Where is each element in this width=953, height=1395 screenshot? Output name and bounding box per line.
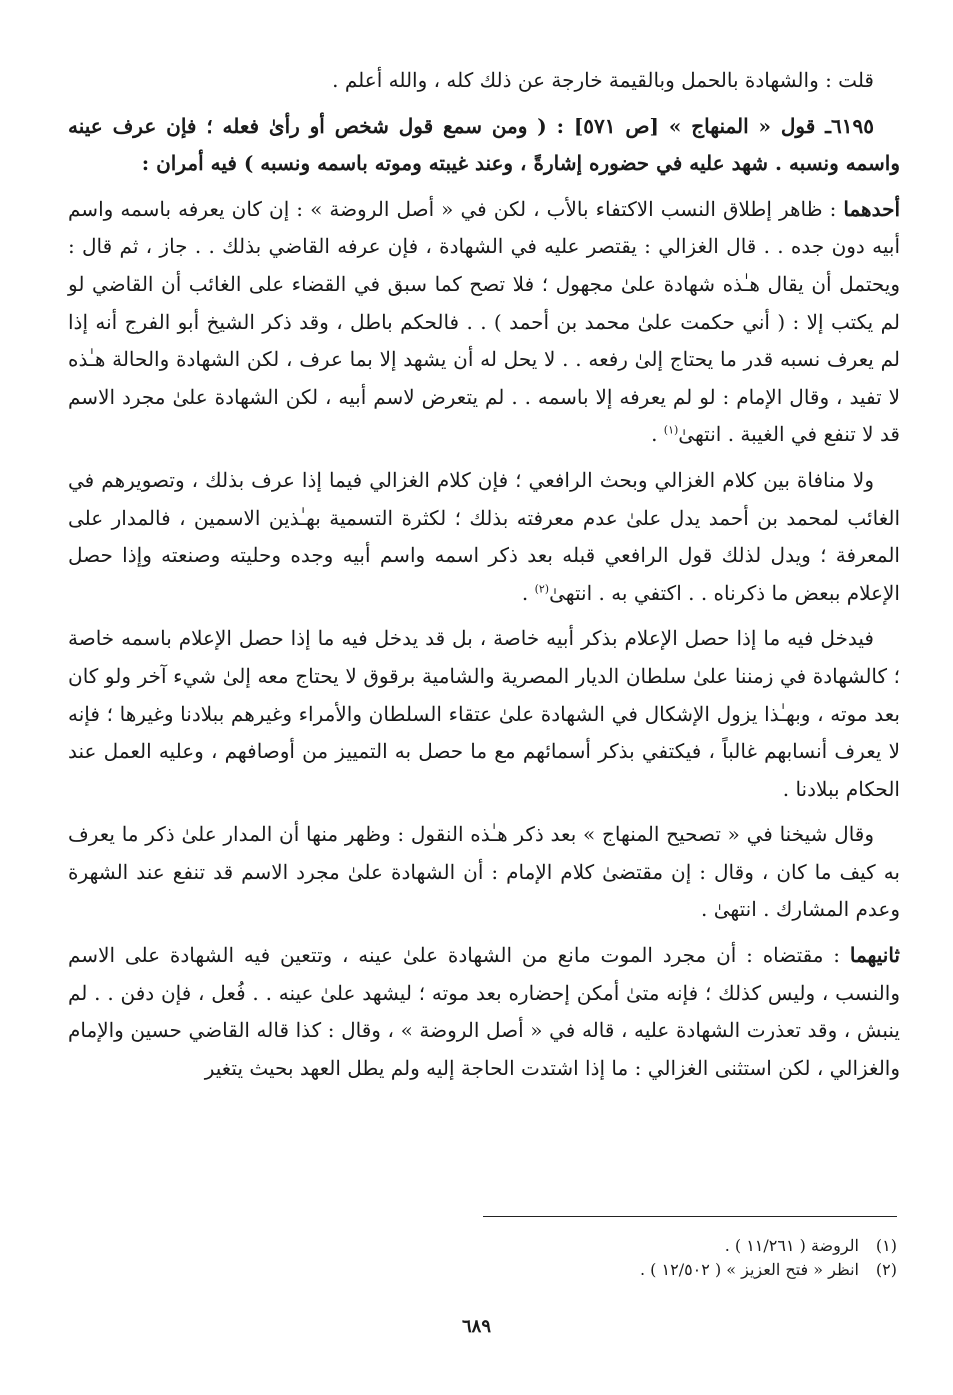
footnote-1-number: (١) — [875, 1236, 897, 1255]
footnote-ref-2[interactable]: (٢) — [534, 582, 550, 596]
footnotes — [477, 1234, 897, 1282]
paragraph-6: وقال شيخنا في « تصحيح المنهاج » بعد ذكر هـٰذه النقول : وظهر منها أن المدار علىٰ ذكر ما يعرف به كيف ما كان ، وقال : إن مقتضىٰ كلام الإمام : أن الشهادة علىٰ مجرد الاسم قد تنفع عند الشهرة وعدم المشارك . انتهىٰ . — [68, 822, 900, 922]
paragraph-1: قلت : والشهادة بالحمل وبالقيمة خارجة عن ذلك كله ، والله أعلم . — [332, 68, 874, 92]
page-number: ٦٨٩ — [461, 1316, 491, 1337]
paragraph-4-text: ولا منافاة بين كلام الغزالي وبحث الرافعي ؛ فإن كلام الغزالي فيما إذا عرف بذلك ، وتصويرهم في الغائب لمحمد بن أحمد يدل علىٰ عدم معرفته بذلك ؛ لكثرة التسمية بهـٰذين الاسمين ، فالمدار على المعرفة ؛ ويدل لذلك قول الرافعي قبله بعد ذكر اسمه واسم أبيه وجده وحليته وصنعته وإذا حصل الإعلام ببعض ما ذكرناه . . اكتفي به . انتهىٰ — [68, 467, 900, 605]
paragraph-2 — [68, 108, 900, 183]
paragraph-7-text: : مقتضاه : أن مجرد الموت مانع من الشهادة علىٰ عينه ، وتتعين فيه الشهادة على الاسم والنسب ، وليس كذلك ؛ فإنه متىٰ أمكن إحضاره بعد موته ؛ ليشهد علىٰ عينه . . فُعل ، فإن دفن . . لم ينبش ، وقد تعذرت الشهادة عليه ، قاله في « أصل الروضة » ، وقال : كذا قاله القاضي حسين والإمام والغزالي ، لكن استثنى الغزالي : ما إذا اشتدت الحاجة إليه ولم يطل العهد بحيث يتغير — [68, 943, 900, 1080]
paragraph-4: ولا منافاة بين كلام الغزالي وبحث الرافعي ؛ فإن كلام الغزالي فيما إذا عرف بذلك ، وتصويرهم في الغائب لمحمد بن أحمد يدل علىٰ عدم معرفته بذلك ؛ لكثرة التسمية بهـٰذين الاسمين ، فالمدار على المعرفة ؛ ويدل لذلك قول الرافعي قبله بعد ذكر اسمه واسم أبيه وجده وحليته وصنعته وإذا حصل الإعلام ببعض ما ذكرناه . . اكتفي به . انتهىٰ$^{(٢)}$ . — [68, 467, 900, 605]
footnote-1 — [477, 1234, 897, 1258]
main-text — [68, 62, 900, 1095]
footnote-divider — [483, 1216, 897, 1217]
first-point-label: أحدهما — [843, 196, 900, 221]
footnote-1-text: الروضة ( ١١/٢٦١ ) . — [724, 1236, 859, 1255]
paragraph-3-text: : ظاهر إطلاق النسب الاكتفاء بالأب ، لكن في « أصل الروضة » : إن كان يعرفه باسمه واسم أبيه دون جده . . قال الغزالي : يقتصر عليه في الشهادة ، فإن عرفه القاضي بذلك . . جاز ، ثم قال : ويحتمل أن يقال هـٰذه شهادة علىٰ مجهول ؛ فلا تصح كما سبق في القضاء على الغائب أن القاضي لو لم يكتب إلا : ( أني حكمت علىٰ محمد بن أحمد ) . . فالحكم باطل ، وقد ذكر الشيخ أبو الفرج أنه إذا لم يعرف نسبه قدر ما يحتاج إلىٰ رفعه . . لا يحل له أن يشهد إلا بما عرف ، لكن الشهادة والحالة هـٰذه لا تفيد ، وقال الإمام : لو لم يعرفه إلا باسمه . . لم يتعرض لاسم أبيه ، لكن الشهادة علىٰ مجرد الاسم قد لا تنفع في الغيبة . انتهىٰ — [68, 196, 900, 447]
paragraph-3: أحدهما : ظاهر إطلاق النسب الاكتفاء بالأب ، لكن في « أصل الروضة » : إن كان يعرفه باسمه واسم أبيه دون جده . . قال الغزالي : يقتصر عليه في الشهادة ، فإن عرفه القاضي بذلك . . جاز ، ثم قال : ويحتمل أن يقال هـٰذه شهادة علىٰ مجهول ؛ فلا تصح كما سبق في القضاء على الغائب أن القاضي لو لم يكتب إلا : ( أني حكمت علىٰ محمد بن أحمد ) . . فالحكم باطل ، وقد ذكر الشيخ أبو الفرج أنه إذا لم يعرف نسبه قدر ما يحتاج إلىٰ رفعه . . لا يحل له أن يشهد إلا بما عرف ، لكن الشهادة والحالة هـٰذه لا تفيد ، وقال الإمام : لو لم يعرفه إلا باسمه . . لم يتعرض لاسم أبيه ، لكن الشهادة علىٰ مجرد الاسم قد لا تنفع في الغيبة . انتهىٰ$^{(١)}$ . — [68, 196, 900, 447]
quoted-text: ( ومن سمع قول شخص أو رأىٰ فعله ؛ فإن عرف عينه واسمه ونسبه . شهد عليه في حضوره إشارةً ، وعند غيبته وموته باسمه ونسبه ) فيه أمران : — [68, 113, 900, 176]
entry-heading: ٦١٩٥ـ قول « المنهاج » [ص ٥٧١] : — [556, 113, 874, 138]
paragraph-5: فيدخل فيه ما إذا حصل الإعلام بذكر أبيه خاصة ، بل قد يدخل فيه ما إذا حصل الإعلام باسمه خاصة ؛ كالشهادة في زمننا علىٰ سلطان الديار المصرية والشامية برقوق لا يحتاج معه إلىٰ شيء آخر ولو كان بعد موته ، وبهـٰذا يزول الإشكال في الشهادة علىٰ عتقاء السلطان والأمراء وغيرهم ببلادنا وغيرها ؛ فإنه لا يعرف أنسابهم غالباً ، فيكتفي بذكر أسمائهم مع ما حصل به التمييز من أوصافهم ، وعليه العمل عند الحكام ببلادنا . — [68, 626, 901, 801]
footnote-ref-1[interactable]: (١) — [663, 423, 679, 437]
second-point-label: ثانيهما — [849, 943, 900, 968]
paragraph-7 — [68, 937, 900, 1087]
footnote-2 — [477, 1258, 897, 1282]
footnote-2-text: انظر « فتح العزيز » ( ١٢/٥٠٢ ) . — [640, 1260, 859, 1279]
footnote-2-number: (٢) — [875, 1260, 897, 1279]
